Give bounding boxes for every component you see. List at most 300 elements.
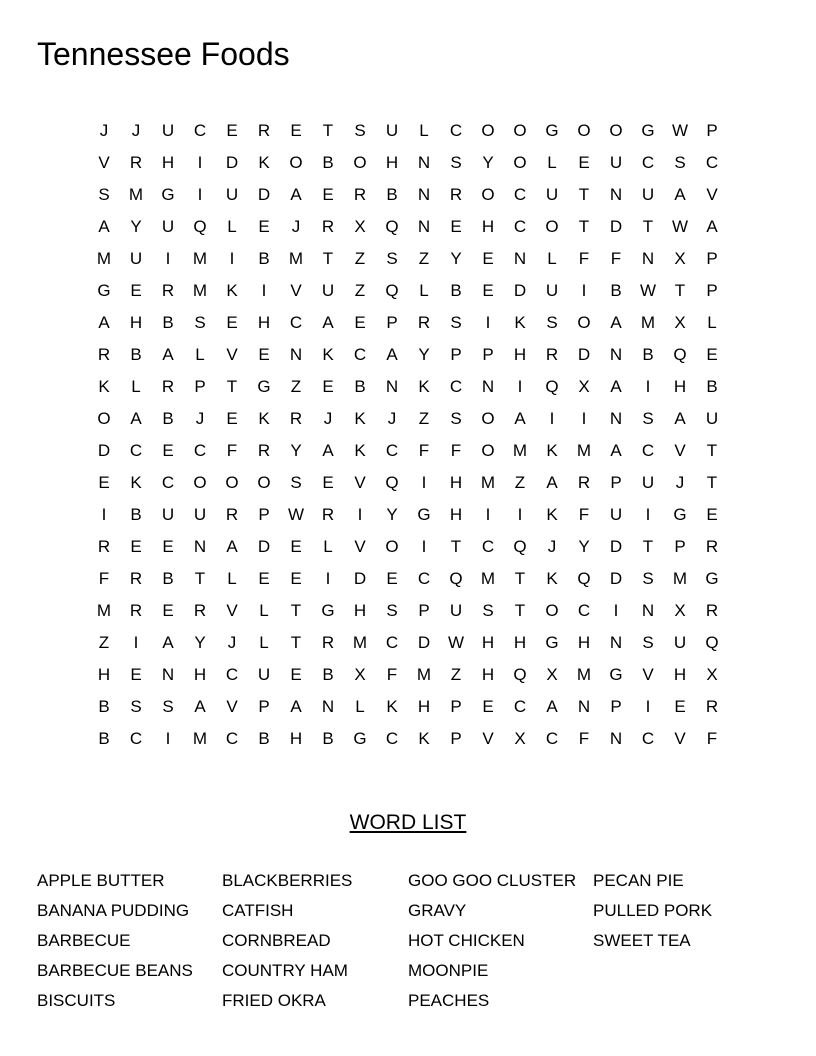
grid-cell[interactable]: D [609, 217, 623, 236]
grid-cell[interactable]: H [449, 505, 463, 524]
grid-cell[interactable]: Y [450, 249, 462, 268]
grid-cell[interactable]: I [197, 153, 203, 172]
grid-cell[interactable]: X [546, 665, 558, 684]
grid-cell[interactable]: U [545, 185, 559, 204]
grid-cell[interactable]: R [257, 441, 271, 460]
grid-cell[interactable]: E [450, 217, 462, 236]
grid-cell[interactable]: G [161, 185, 175, 204]
grid-cell[interactable]: G [321, 601, 335, 620]
grid-cell[interactable]: J [227, 633, 237, 652]
grid-cell[interactable]: I [421, 473, 427, 492]
grid-cell[interactable]: C [385, 441, 399, 460]
grid-cell[interactable]: A [322, 441, 334, 460]
grid-cell[interactable]: V [226, 345, 238, 364]
grid-cell[interactable]: I [165, 249, 171, 268]
grid-cell[interactable]: R [449, 185, 463, 204]
grid-cell[interactable]: R [353, 185, 367, 204]
grid-cell[interactable]: I [581, 281, 587, 300]
grid-cell[interactable]: R [321, 633, 335, 652]
grid-cell[interactable]: S [482, 601, 494, 620]
grid-cell[interactable]: B [98, 697, 110, 716]
grid-cell[interactable]: V [642, 665, 654, 684]
grid-cell[interactable]: A [322, 313, 334, 332]
grid-cell[interactable]: N [161, 665, 175, 684]
grid-cell[interactable]: E [258, 569, 270, 588]
grid-cell[interactable]: E [226, 121, 238, 140]
grid-cell[interactable]: E [354, 313, 366, 332]
grid-cell[interactable]: O [289, 153, 303, 172]
grid-cell[interactable]: Q [385, 217, 399, 236]
grid-cell[interactable]: L [131, 377, 141, 396]
grid-cell[interactable]: E [162, 537, 174, 556]
grid-cell[interactable]: Y [482, 153, 494, 172]
grid-cell[interactable]: Q [673, 345, 687, 364]
grid-cell[interactable]: E [98, 473, 110, 492]
grid-cell[interactable]: Z [450, 665, 462, 684]
grid-cell[interactable]: O [257, 473, 271, 492]
grid-cell[interactable]: T [514, 601, 526, 620]
grid-cell[interactable]: X [354, 665, 366, 684]
grid-cell[interactable]: R [129, 601, 143, 620]
grid-cell[interactable]: A [610, 377, 622, 396]
grid-cell[interactable]: S [354, 121, 366, 140]
grid-cell[interactable]: N [641, 249, 655, 268]
grid-cell[interactable]: W [671, 121, 689, 140]
grid-cell[interactable]: V [482, 729, 494, 748]
grid-cell[interactable]: B [162, 569, 174, 588]
grid-cell[interactable]: H [97, 665, 111, 684]
grid-cell[interactable]: N [481, 377, 495, 396]
grid-cell[interactable]: Z [354, 249, 366, 268]
grid-cell[interactable]: Q [385, 473, 399, 492]
grid-cell[interactable]: K [418, 729, 430, 748]
grid-cell[interactable]: G [705, 569, 719, 588]
grid-cell[interactable]: K [130, 473, 142, 492]
grid-cell[interactable]: G [257, 377, 271, 396]
grid-cell[interactable]: U [705, 409, 719, 428]
grid-cell[interactable]: N [609, 729, 623, 748]
grid-cell[interactable]: A [290, 697, 302, 716]
grid-cell[interactable]: V [674, 441, 686, 460]
grid-cell[interactable]: P [450, 697, 462, 716]
grid-cell[interactable]: D [417, 633, 431, 652]
grid-cell[interactable]: S [642, 569, 654, 588]
grid-cell[interactable]: U [641, 473, 655, 492]
grid-cell[interactable]: H [161, 153, 175, 172]
grid-cell[interactable]: B [706, 377, 718, 396]
grid-cell[interactable]: G [673, 505, 687, 524]
grid-cell[interactable]: C [449, 377, 463, 396]
grid-cell[interactable]: E [674, 697, 686, 716]
grid-cell[interactable]: Q [705, 633, 719, 652]
grid-cell[interactable]: I [581, 409, 587, 428]
grid-cell[interactable]: F [98, 569, 110, 588]
grid-cell[interactable]: D [225, 153, 239, 172]
grid-cell[interactable]: A [162, 345, 174, 364]
grid-cell[interactable]: I [165, 729, 171, 748]
grid-cell[interactable]: C [129, 729, 143, 748]
grid-cell[interactable]: M [576, 665, 592, 684]
grid-cell[interactable]: A [546, 473, 558, 492]
grid-cell[interactable]: D [97, 441, 111, 460]
grid-cell[interactable]: V [226, 697, 238, 716]
grid-cell[interactable]: M [96, 249, 112, 268]
grid-cell[interactable]: U [161, 505, 175, 524]
grid-cell[interactable]: N [609, 345, 623, 364]
grid-cell[interactable]: H [417, 697, 431, 716]
grid-cell[interactable]: G [353, 729, 367, 748]
grid-cell[interactable]: J [195, 409, 205, 428]
grid-cell[interactable]: N [193, 537, 207, 556]
grid-cell[interactable]: H [673, 377, 687, 396]
grid-cell[interactable]: L [547, 153, 557, 172]
grid-cell[interactable]: D [609, 569, 623, 588]
grid-cell[interactable]: H [673, 665, 687, 684]
grid-cell[interactable]: H [577, 633, 591, 652]
grid-cell[interactable]: K [546, 569, 558, 588]
grid-cell[interactable]: T [194, 569, 206, 588]
grid-cell[interactable]: Z [354, 281, 366, 300]
grid-cell[interactable]: P [610, 697, 622, 716]
grid-cell[interactable]: C [449, 121, 463, 140]
grid-cell[interactable]: C [417, 569, 431, 588]
grid-cell[interactable]: E [258, 217, 270, 236]
grid-cell[interactable]: Q [545, 377, 559, 396]
grid-cell[interactable]: R [257, 121, 271, 140]
grid-cell[interactable]: A [386, 345, 398, 364]
grid-cell[interactable]: R [545, 345, 559, 364]
grid-cell[interactable]: T [290, 601, 302, 620]
grid-cell[interactable]: C [705, 153, 719, 172]
grid-cell[interactable]: C [161, 473, 175, 492]
grid-cell[interactable]: A [290, 185, 302, 204]
grid-cell[interactable]: K [258, 153, 270, 172]
grid-cell[interactable]: I [421, 537, 427, 556]
grid-cell[interactable]: C [577, 601, 591, 620]
grid-cell[interactable]: C [641, 441, 655, 460]
grid-cell[interactable]: T [578, 185, 590, 204]
grid-cell[interactable]: R [417, 313, 431, 332]
grid-cell[interactable]: G [545, 633, 559, 652]
grid-cell[interactable]: O [609, 121, 623, 140]
grid-cell[interactable]: K [258, 409, 270, 428]
grid-cell[interactable]: Z [290, 377, 302, 396]
grid-cell[interactable]: W [447, 633, 465, 652]
grid-cell[interactable]: M [576, 441, 592, 460]
grid-cell[interactable]: F [578, 729, 590, 748]
grid-cell[interactable]: A [674, 409, 686, 428]
grid-cell[interactable]: H [481, 633, 495, 652]
grid-cell[interactable]: E [226, 409, 238, 428]
grid-cell[interactable]: J [547, 537, 557, 556]
grid-cell[interactable]: H [481, 217, 495, 236]
grid-cell[interactable]: J [675, 473, 685, 492]
grid-cell[interactable]: M [672, 569, 688, 588]
grid-cell[interactable]: T [226, 377, 238, 396]
grid-cell[interactable]: O [481, 121, 495, 140]
grid-cell[interactable]: E [706, 505, 718, 524]
grid-cell[interactable]: R [161, 281, 175, 300]
grid-cell[interactable]: S [642, 633, 654, 652]
grid-cell[interactable]: M [192, 281, 208, 300]
grid-cell[interactable]: I [261, 281, 267, 300]
grid-cell[interactable]: Y [130, 217, 142, 236]
grid-cell[interactable]: C [641, 153, 655, 172]
grid-cell[interactable]: I [101, 505, 107, 524]
grid-cell[interactable]: E [706, 345, 718, 364]
grid-cell[interactable]: P [258, 697, 270, 716]
grid-cell[interactable]: S [450, 313, 462, 332]
grid-cell[interactable]: R [321, 505, 335, 524]
grid-cell[interactable]: C [289, 313, 303, 332]
grid-cell[interactable]: T [642, 217, 654, 236]
grid-cell[interactable]: R [705, 601, 719, 620]
grid-cell[interactable]: U [641, 185, 655, 204]
grid-cell[interactable]: M [96, 601, 112, 620]
grid-cell[interactable]: G [545, 121, 559, 140]
grid-cell[interactable]: N [289, 345, 303, 364]
grid-cell[interactable]: E [290, 665, 302, 684]
grid-cell[interactable]: H [353, 601, 367, 620]
grid-cell[interactable]: O [481, 185, 495, 204]
grid-cell[interactable]: I [197, 185, 203, 204]
grid-cell[interactable]: O [353, 153, 367, 172]
grid-cell[interactable]: E [386, 569, 398, 588]
grid-cell[interactable]: S [194, 313, 206, 332]
grid-cell[interactable]: F [450, 441, 462, 460]
grid-cell[interactable]: L [419, 121, 429, 140]
grid-cell[interactable]: F [418, 441, 430, 460]
grid-cell[interactable]: S [642, 409, 654, 428]
grid-cell[interactable]: J [387, 409, 397, 428]
grid-cell[interactable]: V [674, 729, 686, 748]
grid-cell[interactable]: T [706, 473, 718, 492]
grid-cell[interactable]: P [706, 249, 718, 268]
grid-cell[interactable]: L [227, 217, 237, 236]
grid-cell[interactable]: L [227, 569, 237, 588]
grid-cell[interactable]: L [419, 281, 429, 300]
grid-cell[interactable]: R [705, 697, 719, 716]
grid-cell[interactable]: H [257, 313, 271, 332]
grid-cell[interactable]: D [577, 345, 591, 364]
grid-cell[interactable]: L [547, 249, 557, 268]
grid-cell[interactable]: E [322, 473, 334, 492]
grid-cell[interactable]: C [513, 697, 527, 716]
grid-cell[interactable]: I [645, 377, 651, 396]
grid-cell[interactable]: M [352, 633, 368, 652]
grid-cell[interactable]: E [290, 121, 302, 140]
grid-cell[interactable]: U [545, 281, 559, 300]
grid-cell[interactable]: L [195, 345, 205, 364]
grid-cell[interactable]: C [193, 121, 207, 140]
grid-cell[interactable]: K [98, 377, 110, 396]
grid-cell[interactable]: A [610, 313, 622, 332]
grid-cell[interactable]: P [706, 281, 718, 300]
grid-cell[interactable]: Q [513, 665, 527, 684]
grid-cell[interactable]: B [130, 345, 142, 364]
grid-cell[interactable]: H [385, 153, 399, 172]
grid-cell[interactable]: I [645, 697, 651, 716]
grid-cell[interactable]: A [226, 537, 238, 556]
grid-cell[interactable]: N [609, 633, 623, 652]
grid-cell[interactable]: F [706, 729, 718, 748]
grid-cell[interactable]: L [323, 537, 333, 556]
grid-cell[interactable]: H [289, 729, 303, 748]
grid-cell[interactable]: G [641, 121, 655, 140]
grid-cell[interactable]: M [480, 473, 496, 492]
grid-cell[interactable]: R [577, 473, 591, 492]
grid-cell[interactable]: V [98, 153, 110, 172]
grid-cell[interactable]: Y [578, 537, 590, 556]
grid-cell[interactable]: M [512, 441, 528, 460]
grid-cell[interactable]: P [706, 121, 718, 140]
grid-cell[interactable]: W [287, 505, 305, 524]
grid-cell[interactable]: R [97, 537, 111, 556]
grid-cell[interactable]: K [386, 697, 398, 716]
grid-cell[interactable]: C [385, 633, 399, 652]
grid-cell[interactable]: X [578, 377, 590, 396]
grid-cell[interactable]: H [449, 473, 463, 492]
grid-cell[interactable]: I [517, 505, 523, 524]
grid-cell[interactable]: B [162, 409, 174, 428]
grid-cell[interactable]: F [578, 505, 590, 524]
grid-cell[interactable]: L [707, 313, 717, 332]
grid-cell[interactable]: T [450, 537, 462, 556]
grid-cell[interactable]: I [549, 409, 555, 428]
grid-cell[interactable]: O [577, 313, 591, 332]
grid-cell[interactable]: A [674, 185, 686, 204]
grid-cell[interactable]: E [130, 537, 142, 556]
grid-cell[interactable]: B [354, 377, 366, 396]
grid-cell[interactable]: E [130, 281, 142, 300]
grid-cell[interactable]: N [417, 217, 431, 236]
grid-cell[interactable]: Q [577, 569, 591, 588]
grid-cell[interactable]: E [482, 249, 494, 268]
grid-cell[interactable]: R [705, 537, 719, 556]
grid-cell[interactable]: S [386, 601, 398, 620]
grid-cell[interactable]: O [97, 409, 111, 428]
grid-cell[interactable]: E [322, 185, 334, 204]
grid-cell[interactable]: A [98, 313, 110, 332]
grid-cell[interactable]: G [609, 665, 623, 684]
grid-cell[interactable]: H [513, 633, 527, 652]
grid-cell[interactable]: O [193, 473, 207, 492]
grid-cell[interactable]: C [481, 537, 495, 556]
grid-cell[interactable]: K [546, 505, 558, 524]
grid-cell[interactable]: O [545, 217, 559, 236]
grid-cell[interactable]: C [129, 441, 143, 460]
grid-cell[interactable]: P [674, 537, 686, 556]
grid-cell[interactable]: S [450, 409, 462, 428]
grid-cell[interactable]: B [322, 665, 334, 684]
grid-cell[interactable]: X [674, 313, 686, 332]
grid-cell[interactable]: F [578, 249, 590, 268]
grid-cell[interactable]: O [513, 153, 527, 172]
grid-cell[interactable]: B [162, 313, 174, 332]
grid-cell[interactable]: S [386, 249, 398, 268]
grid-cell[interactable]: X [514, 729, 526, 748]
grid-cell[interactable]: B [322, 153, 334, 172]
grid-cell[interactable]: A [98, 217, 110, 236]
grid-cell[interactable]: N [577, 697, 591, 716]
grid-cell[interactable]: D [257, 185, 271, 204]
grid-cell[interactable]: S [162, 697, 174, 716]
grid-cell[interactable]: Y [418, 345, 430, 364]
grid-cell[interactable]: E [322, 377, 334, 396]
grid-cell[interactable]: N [417, 185, 431, 204]
grid-cell[interactable]: T [514, 569, 526, 588]
grid-cell[interactable]: Q [513, 537, 527, 556]
grid-cell[interactable]: E [258, 345, 270, 364]
grid-cell[interactable]: U [609, 505, 623, 524]
grid-cell[interactable]: R [225, 505, 239, 524]
grid-cell[interactable]: U [257, 665, 271, 684]
grid-cell[interactable]: K [514, 313, 526, 332]
grid-cell[interactable]: G [417, 505, 431, 524]
grid-cell[interactable]: P [418, 601, 430, 620]
grid-cell[interactable]: R [129, 153, 143, 172]
grid-cell[interactable]: B [258, 729, 270, 748]
grid-cell[interactable]: K [354, 441, 366, 460]
grid-cell[interactable]: C [225, 729, 239, 748]
grid-cell[interactable]: K [418, 377, 430, 396]
grid-cell[interactable]: C [193, 441, 207, 460]
grid-cell[interactable]: B [450, 281, 462, 300]
grid-cell[interactable]: S [674, 153, 686, 172]
grid-cell[interactable]: Y [290, 441, 302, 460]
grid-cell[interactable]: E [162, 441, 174, 460]
grid-cell[interactable]: C [225, 665, 239, 684]
grid-cell[interactable]: L [259, 601, 269, 620]
grid-cell[interactable]: P [610, 473, 622, 492]
grid-cell[interactable]: M [192, 249, 208, 268]
grid-cell[interactable]: I [613, 601, 619, 620]
grid-cell[interactable]: C [545, 729, 559, 748]
grid-cell[interactable]: B [130, 505, 142, 524]
grid-cell[interactable]: K [226, 281, 238, 300]
grid-cell[interactable]: A [130, 409, 142, 428]
grid-cell[interactable]: B [386, 185, 398, 204]
grid-cell[interactable]: V [290, 281, 302, 300]
grid-cell[interactable]: U [609, 153, 623, 172]
grid-cell[interactable]: Q [193, 217, 207, 236]
grid-cell[interactable]: E [290, 537, 302, 556]
grid-cell[interactable]: P [386, 313, 398, 332]
grid-cell[interactable]: I [517, 377, 523, 396]
grid-cell[interactable]: H [481, 665, 495, 684]
grid-cell[interactable]: C [641, 729, 655, 748]
grid-cell[interactable]: T [642, 537, 654, 556]
grid-cell[interactable]: D [353, 569, 367, 588]
grid-cell[interactable]: V [354, 473, 366, 492]
grid-cell[interactable]: Q [449, 569, 463, 588]
grid-cell[interactable]: C [353, 345, 367, 364]
grid-cell[interactable]: O [545, 601, 559, 620]
grid-cell[interactable]: O [577, 121, 591, 140]
grid-cell[interactable]: D [609, 537, 623, 556]
grid-cell[interactable]: E [482, 281, 494, 300]
grid-cell[interactable]: Q [385, 281, 399, 300]
grid-cell[interactable]: Z [418, 409, 430, 428]
grid-cell[interactable]: U [449, 601, 463, 620]
grid-cell[interactable]: Y [386, 505, 398, 524]
grid-cell[interactable]: B [322, 729, 334, 748]
grid-cell[interactable]: E [578, 153, 590, 172]
grid-cell[interactable]: X [674, 249, 686, 268]
grid-cell[interactable]: F [386, 665, 398, 684]
grid-cell[interactable]: E [130, 665, 142, 684]
grid-cell[interactable]: C [513, 185, 527, 204]
